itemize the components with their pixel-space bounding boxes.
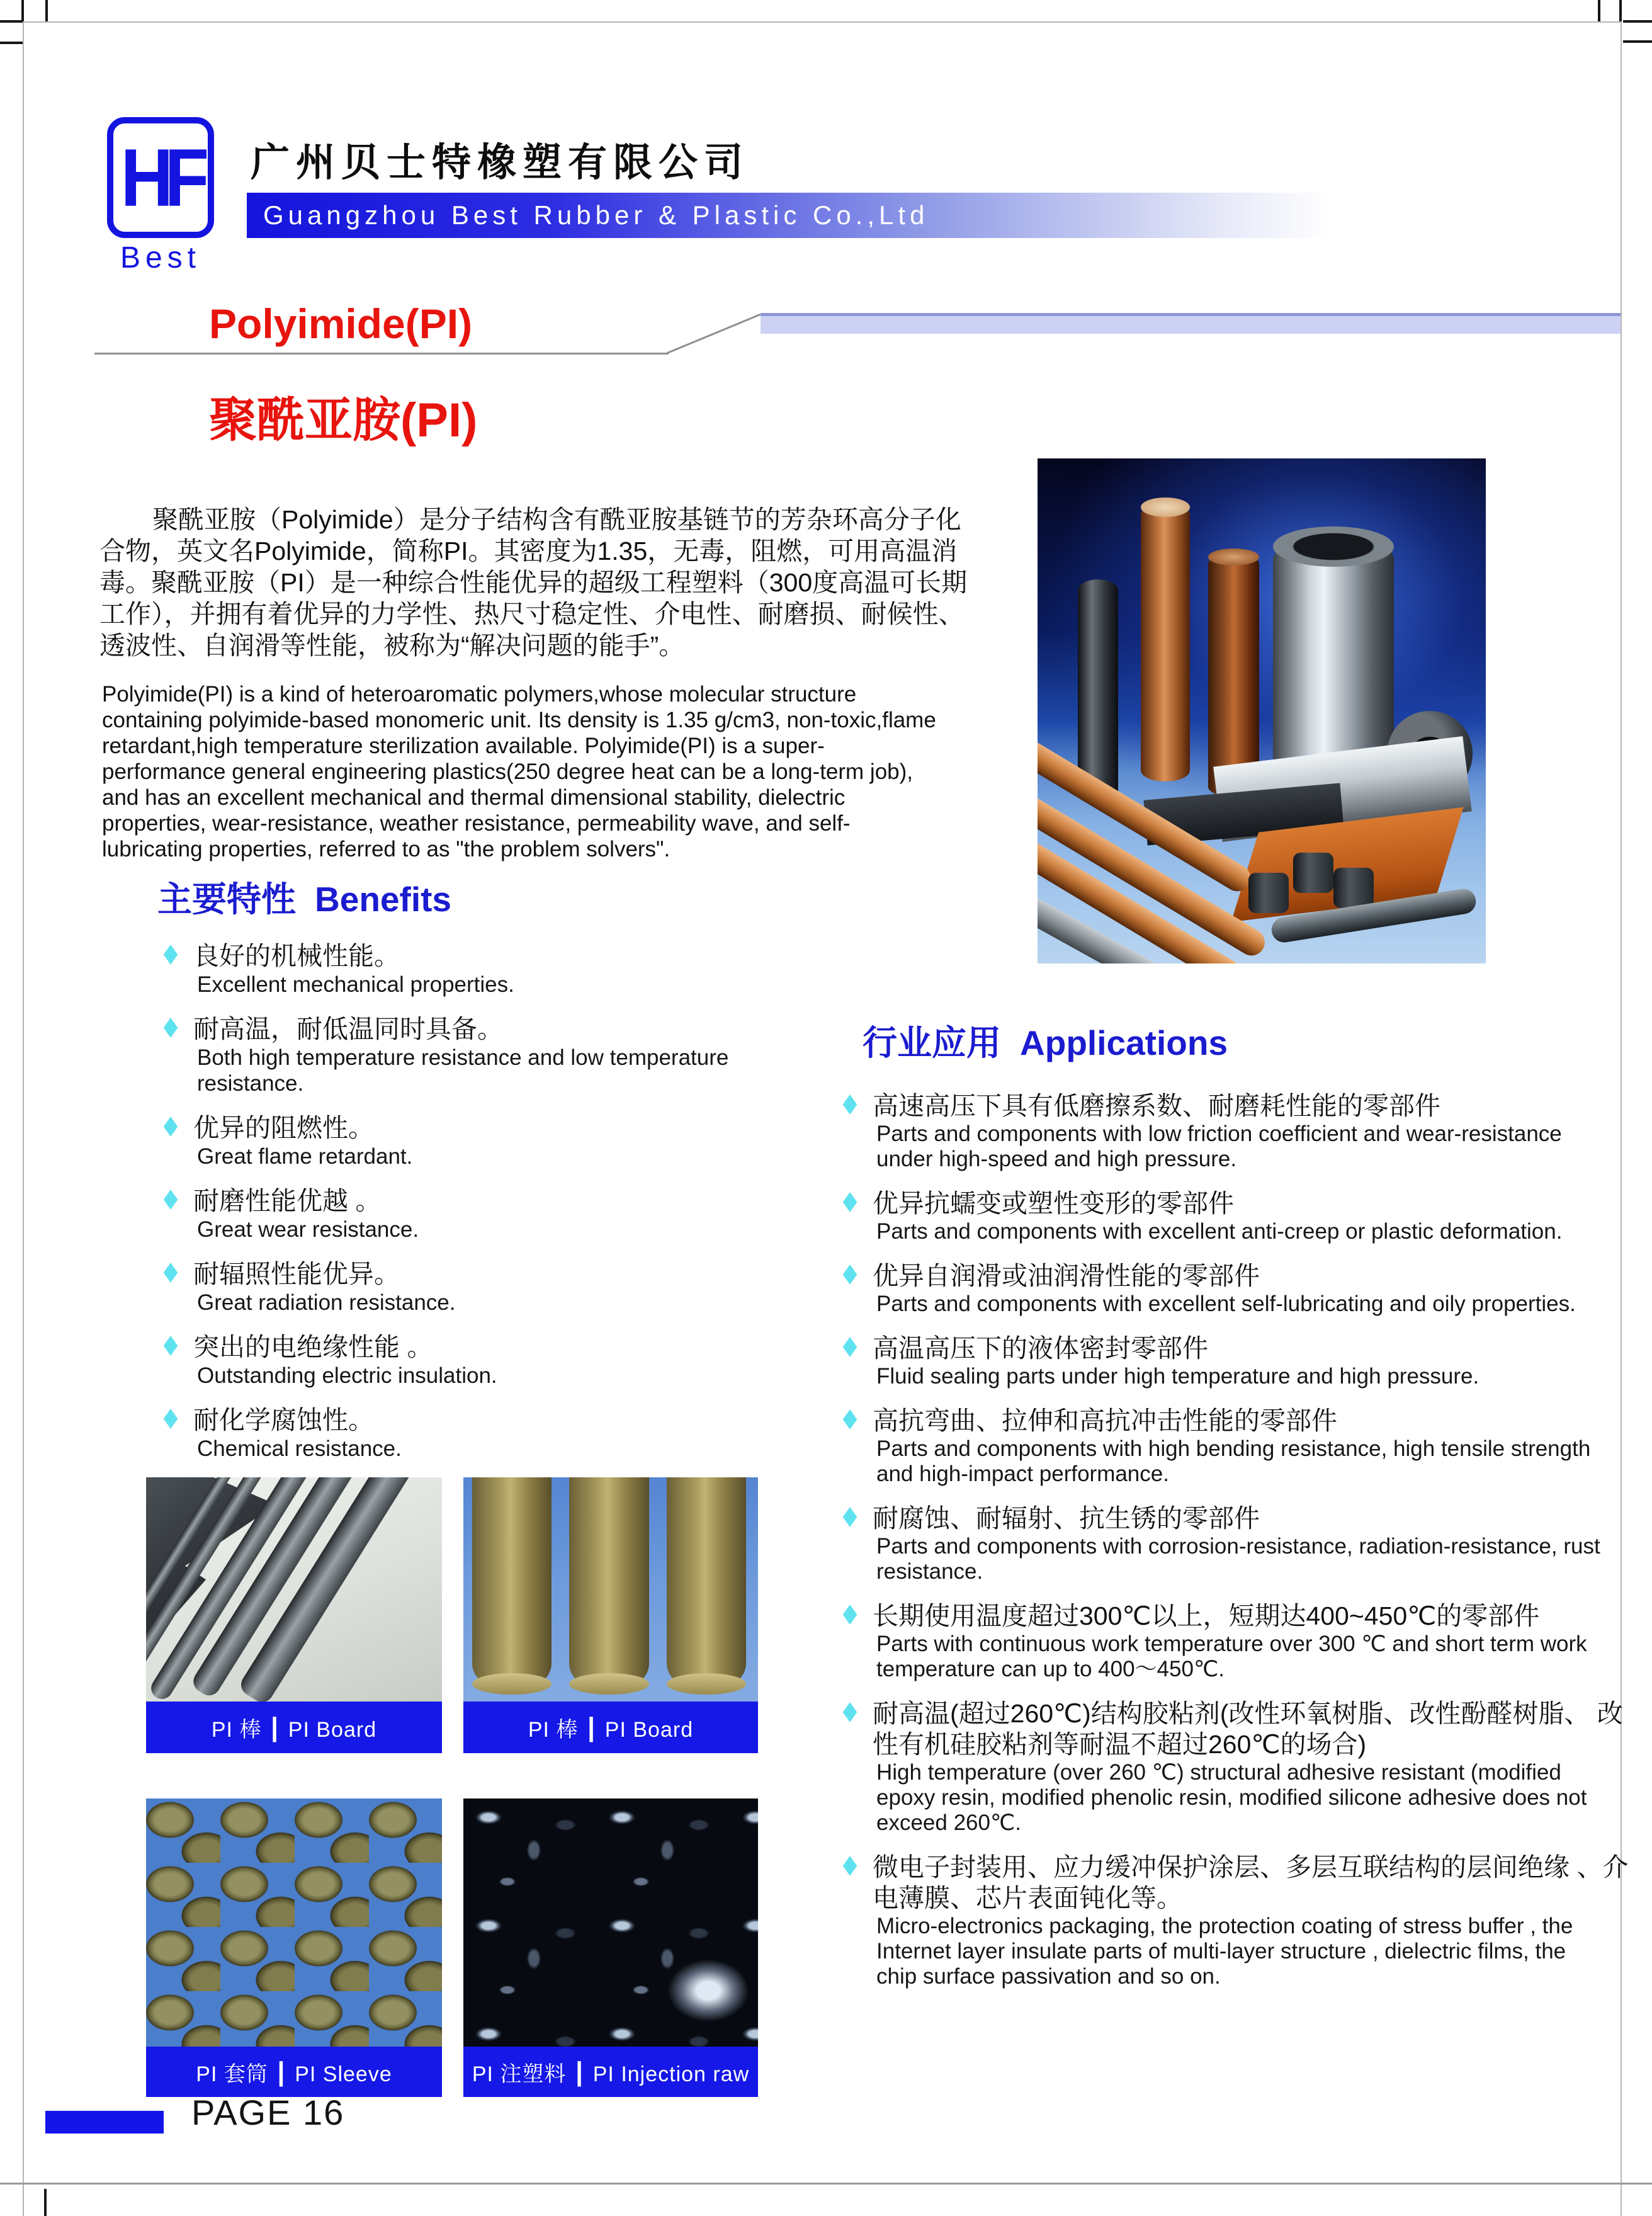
diamond-bullet-icon bbox=[843, 1192, 857, 1212]
photo-shape bbox=[569, 1673, 648, 1695]
applications-heading-en: Applications bbox=[1020, 1023, 1228, 1062]
product-figure bbox=[463, 1798, 758, 2097]
crop-mark bbox=[0, 20, 23, 23]
application-en: Micro-electronics packaging, the protection coating of stress buffer , the Internet layer insulate parts of multi-layer structure , dielectric films, the chip surface passivation and so on. bbox=[876, 1914, 1573, 1989]
product-figure bbox=[146, 1798, 442, 2097]
footer-accent-bar bbox=[45, 2111, 164, 2134]
benefit-en: Great wear resistance. bbox=[197, 1217, 419, 1242]
benefit-en: Chemical resistance. bbox=[197, 1436, 402, 1461]
page-border-bottom bbox=[0, 2183, 1652, 2185]
diamond-bullet-icon bbox=[164, 1018, 178, 1038]
application-item bbox=[840, 1091, 1634, 1172]
caption-bar bbox=[146, 1702, 442, 1753]
photo-shape bbox=[667, 1959, 749, 2022]
benefit-en: Both high temperature resistance and low temperature resistance. bbox=[197, 1045, 729, 1096]
application-item bbox=[840, 1852, 1634, 1989]
applications-list bbox=[840, 1091, 1634, 2006]
crop-mark bbox=[44, 2189, 47, 2216]
benefit-zh: 耐磨性能优越 。 bbox=[193, 1186, 382, 1215]
applications-heading bbox=[863, 1015, 1228, 1065]
application-item bbox=[840, 1503, 1634, 1584]
diamond-bullet-icon bbox=[164, 1117, 178, 1137]
caption-text: PI 棒 ┃ PI Board bbox=[211, 1717, 377, 1742]
benefit-en: Outstanding electric insulation. bbox=[197, 1363, 497, 1388]
diamond-bullet-icon bbox=[843, 1507, 857, 1527]
pi-injection-raw-photo bbox=[463, 1798, 758, 2047]
application-zh: 耐高温(超过260℃)结构胶粘剂(改性环氧树脂、改性酚醛树脂、 改性有机硅胶粘剂等耐温不超过260℃的场合) bbox=[873, 1699, 1623, 1759]
caption-text: PI 棒 ┃ PI Board bbox=[528, 1717, 694, 1742]
benefits-heading bbox=[157, 872, 451, 921]
benefit-item bbox=[161, 1113, 746, 1169]
photo-shape bbox=[667, 1673, 746, 1695]
crop-mark bbox=[1598, 0, 1600, 21]
application-zh: 高温高压下的液体密封零部件 bbox=[873, 1334, 1208, 1363]
diamond-bullet-icon bbox=[843, 1337, 857, 1357]
diamond-bullet-icon bbox=[164, 1190, 178, 1210]
application-en: Parts and components with excellent self-lubricating and oily properties. bbox=[876, 1292, 1576, 1316]
page-number: PAGE 16 bbox=[191, 2093, 345, 2132]
photo-shape bbox=[667, 1477, 746, 1686]
diamond-bullet-icon bbox=[164, 1409, 178, 1429]
intro-paragraph-en: Polyimide(PI) is a kind of heteroaromatic polymers,whose molecular structure containing polyimide-based monomeric unit. Its density is 1.35 g/cm3, non-toxic,flame retardant,high temperature sterilization available. Polyimide(PI) is a super-performance general engineering plastics(250 degree heat can be a long-term job), and has an excellent mechanical and thermal dimensional stability, dielectric properties, wear-resistance, weather resistance, permeability wave, and self-lubricating properties, referred to as "the problem solvers". bbox=[102, 682, 936, 861]
application-zh: 高抗弯曲、拉伸和高抗冲击性能的零部件 bbox=[873, 1406, 1337, 1435]
benefit-zh: 突出的电绝缘性能 。 bbox=[193, 1332, 433, 1361]
photo-shape bbox=[472, 1477, 552, 1686]
crop-mark bbox=[1623, 20, 1652, 23]
application-item bbox=[840, 1601, 1634, 1682]
crop-mark bbox=[21, 0, 24, 21]
company-name-en: Guangzhou Best Rubber & Plastic Co.,Ltd bbox=[263, 200, 929, 230]
photo-shape bbox=[1248, 873, 1289, 913]
benefit-zh: 耐辐照性能优异。 bbox=[193, 1259, 400, 1288]
pi-board-photo-2 bbox=[463, 1477, 758, 1702]
applications-heading-zh: 行业应用 bbox=[863, 1023, 1002, 1062]
photo-shape bbox=[472, 1673, 552, 1695]
title-accent-strip bbox=[761, 313, 1621, 334]
benefit-en: Great flame retardant. bbox=[197, 1144, 413, 1169]
product-title-en: Polyimide(PI) bbox=[209, 300, 473, 347]
benefit-zh: 良好的机械性能。 bbox=[193, 941, 400, 970]
benefit-zh: 耐化学腐蚀性。 bbox=[193, 1406, 374, 1435]
logo-monogram: HF bbox=[120, 132, 201, 224]
application-en: Parts and components with low friction coefficient and wear-resistance under high-speed and high pressure. bbox=[876, 1122, 1562, 1171]
application-zh: 优异抗蠕变或塑性变形的零部件 bbox=[873, 1189, 1234, 1218]
diamond-bullet-icon bbox=[843, 1856, 857, 1876]
benefit-item bbox=[161, 1332, 746, 1389]
photo-shape bbox=[1333, 868, 1374, 908]
application-en: Parts with continuous work temperature over 300 ℃ and short term work temperature can up to 400～450℃. bbox=[876, 1632, 1587, 1681]
diamond-bullet-icon bbox=[164, 1336, 178, 1356]
diamond-bullet-icon bbox=[843, 1264, 857, 1285]
application-zh: 耐腐蚀、耐辐射、抗生锈的零部件 bbox=[873, 1504, 1260, 1533]
crop-mark bbox=[0, 42, 23, 44]
diamond-bullet-icon bbox=[843, 1094, 857, 1115]
application-en: High temperature (over 260 ℃) structural adhesive resistant (modified epoxy resin, modified phenolic resin, modified silicone adhesive does not exceed 260℃. bbox=[876, 1760, 1587, 1835]
diamond-bullet-icon bbox=[843, 1409, 857, 1429]
application-item bbox=[840, 1698, 1634, 1836]
photo-shape bbox=[1141, 504, 1190, 781]
application-item bbox=[840, 1261, 1634, 1317]
benefit-en: Excellent mechanical properties. bbox=[197, 972, 514, 997]
benefit-item bbox=[161, 1405, 746, 1462]
photo-shape bbox=[1293, 853, 1333, 893]
benefit-item bbox=[161, 1186, 746, 1242]
caption-bar bbox=[146, 2047, 442, 2097]
benefit-zh: 优异的阻燃性。 bbox=[193, 1113, 374, 1142]
caption-bar bbox=[463, 2047, 758, 2097]
application-item bbox=[840, 1406, 1634, 1487]
diamond-bullet-icon bbox=[164, 945, 178, 965]
benefit-en: Great radiation resistance. bbox=[197, 1290, 456, 1315]
benefits-heading-zh: 主要特性 bbox=[157, 880, 297, 919]
application-zh: 长期使用温度超过300℃以上，短期达400~450℃的零部件 bbox=[873, 1601, 1540, 1630]
diamond-bullet-icon bbox=[843, 1702, 857, 1722]
page-border-left bbox=[23, 21, 24, 2216]
benefit-item bbox=[161, 1259, 746, 1315]
application-en: Fluid sealing parts under high temperature and high pressure. bbox=[876, 1364, 1479, 1389]
page-border-top bbox=[23, 21, 1622, 23]
pi-sleeve-photo bbox=[146, 1798, 442, 2047]
application-zh: 微电子封装用、应力缓冲保护涂层、多层互联结构的层间绝缘 、介 电薄膜、芯片表面钝化等。 bbox=[873, 1853, 1629, 1912]
product-title-zh: 聚酰亚胺(PI) bbox=[209, 394, 478, 447]
photo-shape bbox=[1208, 554, 1260, 797]
benefits-list bbox=[161, 941, 746, 1478]
polyimide-products-photo bbox=[1038, 458, 1486, 963]
company-name-banner bbox=[247, 193, 1331, 238]
application-zh: 优异自润滑或油润滑性能的零部件 bbox=[873, 1261, 1260, 1290]
logo-caption: Best bbox=[120, 241, 201, 275]
caption-text: PI 套筒 ┃ PI Sleeve bbox=[196, 2062, 392, 2086]
benefit-item bbox=[161, 1014, 746, 1096]
caption-bar bbox=[463, 1702, 758, 1753]
intro-paragraph-zh: 聚酰亚胺（Polyimide）是分子结构含有酰亚胺基链节的芳杂环高分子化合物，英文名Polyimide，简称PI。其密度为1.35，无毒，阻燃，可用高温消毒。聚酰亚胺（PI）是一种综合性能优异的超级工程塑料（300度高温可长期工作），并拥有着优异的力学性、热尺寸稳定性、介电性、耐磨损、耐候性、透波性、自润滑等性能，被称为“解决问题的能手”。 bbox=[99, 505, 968, 660]
benefit-zh: 耐高温，耐低温同时具备。 bbox=[193, 1014, 503, 1043]
application-item bbox=[840, 1188, 1634, 1244]
diamond-bullet-icon bbox=[843, 1605, 857, 1625]
application-en: Parts and components with corrosion-resistance, radiation-resistance, rust resistance. bbox=[876, 1534, 1600, 1584]
crop-mark bbox=[1623, 40, 1652, 43]
crop-mark bbox=[45, 0, 48, 21]
application-zh: 高速高压下具有低磨擦系数、耐磨耗性能的零部件 bbox=[873, 1091, 1440, 1120]
crop-mark bbox=[1619, 0, 1622, 21]
benefit-item bbox=[161, 941, 746, 997]
caption-text: PI 注塑料 ┃ PI Injection raw bbox=[472, 2062, 750, 2086]
photo-shape bbox=[569, 1477, 648, 1686]
pi-board-photo-1 bbox=[146, 1477, 442, 1702]
product-figure bbox=[146, 1477, 442, 1753]
company-name-zh: 广州贝士特橡塑有限公司 bbox=[251, 141, 750, 185]
application-item bbox=[840, 1333, 1634, 1389]
title-underline bbox=[94, 353, 669, 355]
application-en: Parts and components with high bending resistance, high tensile strength and high-impact performance. bbox=[876, 1436, 1591, 1486]
title-diagonal-line bbox=[667, 314, 761, 354]
product-figure bbox=[463, 1477, 758, 1753]
application-en: Parts and components with excellent anti-creep or plastic deformation. bbox=[876, 1219, 1563, 1244]
diamond-bullet-icon bbox=[164, 1263, 178, 1283]
company-logo bbox=[107, 117, 214, 238]
benefits-heading-en: Benefits bbox=[315, 880, 452, 919]
photo-shape bbox=[1078, 579, 1118, 802]
